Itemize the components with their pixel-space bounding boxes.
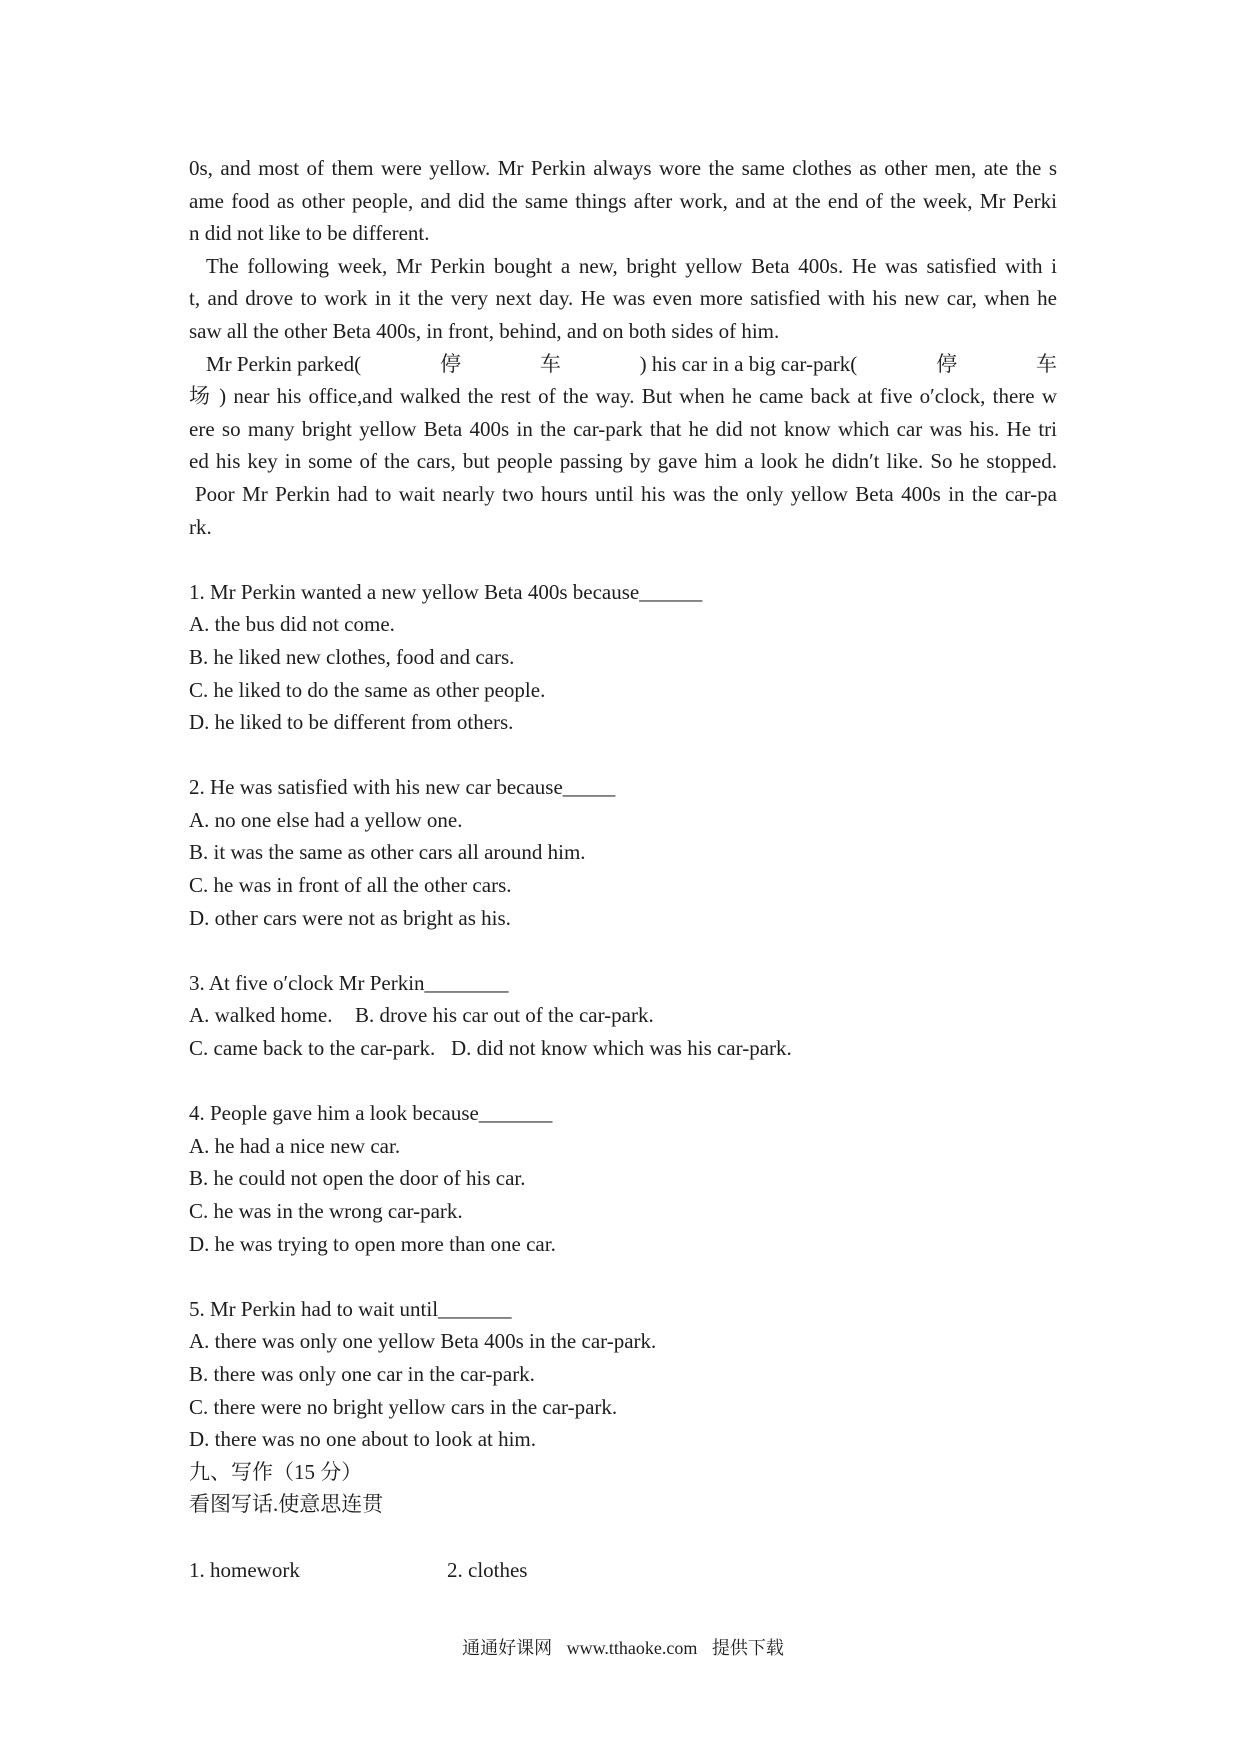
passage-line: 场 ) near his office,and walked the rest of the way. But when he came back at five o′clock, there w [189,384,1057,409]
passage-segment: ) his car in a big car-park( [639,351,858,376]
question-4-option-b: B. he could not open the door of his car. [189,1166,526,1191]
question-4-option-a: A. he had a nice new car. [189,1133,401,1158]
question-3-options-row-2 [189,1032,1057,1065]
passage-segment: 停 [439,351,461,376]
passage-line: ed his key in some of the cars, but people passing by gave him a look he didn′t like. So he stopped. [189,449,1057,474]
passage-line: n did not like to be different. [189,221,430,246]
writing-prompt-1: 1. homework [189,1557,300,1582]
question-3-option-c: C. came back to the car-park. [189,1036,436,1061]
question-2-option-a: A. no one else had a yellow one. [189,807,463,832]
question-4-stem: 4. People gave him a look because_______ [189,1101,553,1126]
question-2-option-b: B. it was the same as other cars all around him. [189,840,586,865]
footer-site-name: 通通好课网 [462,1638,553,1658]
passage-line: 0s, and most of them were yellow. Mr Perkin always wore the same clothes as other men, ate the s [189,156,1057,180]
writing-instruction: 看图写话.使意思连贯 [189,1492,384,1517]
question-3-option-d: D. did not know which was his car-park. [451,1036,792,1061]
question-4-option-c: C. he was in the wrong car-park. [189,1199,463,1223]
question-2-stem: 2. He was satisfied with his new car because_____ [189,775,616,800]
question-3-option-b: B. drove his car out of the car-park. [355,1003,654,1028]
question-3-options-row-1 [189,999,1057,1032]
blank-line [189,1521,1057,1554]
passage-line: t, and drove to work in it the very next day. He was even more satisfied with his new car, when he [189,286,1057,311]
question-2-option-c: C. he was in front of all the other cars. [189,873,512,898]
question-5-option-a: A. there was only one yellow Beta 400s in the car-park. [189,1329,657,1354]
question-2-option-d: D. other cars were not as bright as his. [189,905,511,930]
passage-line: ere so many bright yellow Beta 400s in the car-park that he did not know which car was his. He tri [189,416,1057,441]
writing-prompt-2: 2. clothes [447,1557,528,1582]
question-4-option-d: D. he was trying to open more than one car. [189,1231,556,1256]
writing-prompts [189,1554,1057,1587]
question-5-option-c: C. there were no bright yellow cars in the car-park. [189,1394,618,1419]
question-5-stem: 5. Mr Perkin had to wait until_______ [189,1296,512,1321]
passage-line: rk. [189,514,212,539]
question-5-option-b: B. there was only one car in the car-park. [189,1361,535,1386]
footer-url: www.tthaoke.com [566,1638,698,1658]
question-3-option-a: A. walked home. [189,1003,333,1028]
passage-segment: Mr Perkin parked( [206,351,362,376]
passage-segment: 车 [539,351,561,376]
blank-line [189,934,1057,967]
passage-line: Poor Mr Perkin had to wait nearly two hours until his was the only yellow Beta 400s in the car-pa [195,481,1057,506]
blank-line [189,739,1057,772]
blank-line [189,1260,1057,1293]
blank-line [189,1065,1057,1098]
blank-line [189,543,1057,576]
question-1-option-d: D. he liked to be different from others. [189,710,514,735]
passage-line: The following week, Mr Perkin bought a new, bright yellow Beta 400s. He was satisfied with i [206,253,1057,278]
question-1-option-a: A. the bus did not come. [189,612,395,637]
question-1-option-c: C. he liked to do the same as other people. [189,677,546,702]
document-body [189,152,1057,1586]
question-3-stem: 3. At five o′clock Mr Perkin________ [189,970,509,995]
footer-note: 提供下载 [711,1638,784,1658]
passage-segment: 车 [1035,351,1057,376]
question-1-option-b: B. he liked new clothes, food and cars. [189,644,515,669]
passage-line: ame food as other people, and did the same things after work, and at the end of the week, Mr Perki [189,188,1057,213]
question-5-option-d: D. there was no one about to look at him. [189,1427,537,1452]
section-heading-writing: 九、写作（15 分） [189,1459,363,1484]
passage-segment: 停 [936,351,958,376]
page-footer [6,1634,1240,1662]
passage-line: saw all the other Beta 400s, in front, behind, and on both sides of him. [189,318,780,343]
passage-line [189,348,1057,381]
question-1-stem: 1. Mr Perkin wanted a new yellow Beta 400s because______ [189,579,703,604]
